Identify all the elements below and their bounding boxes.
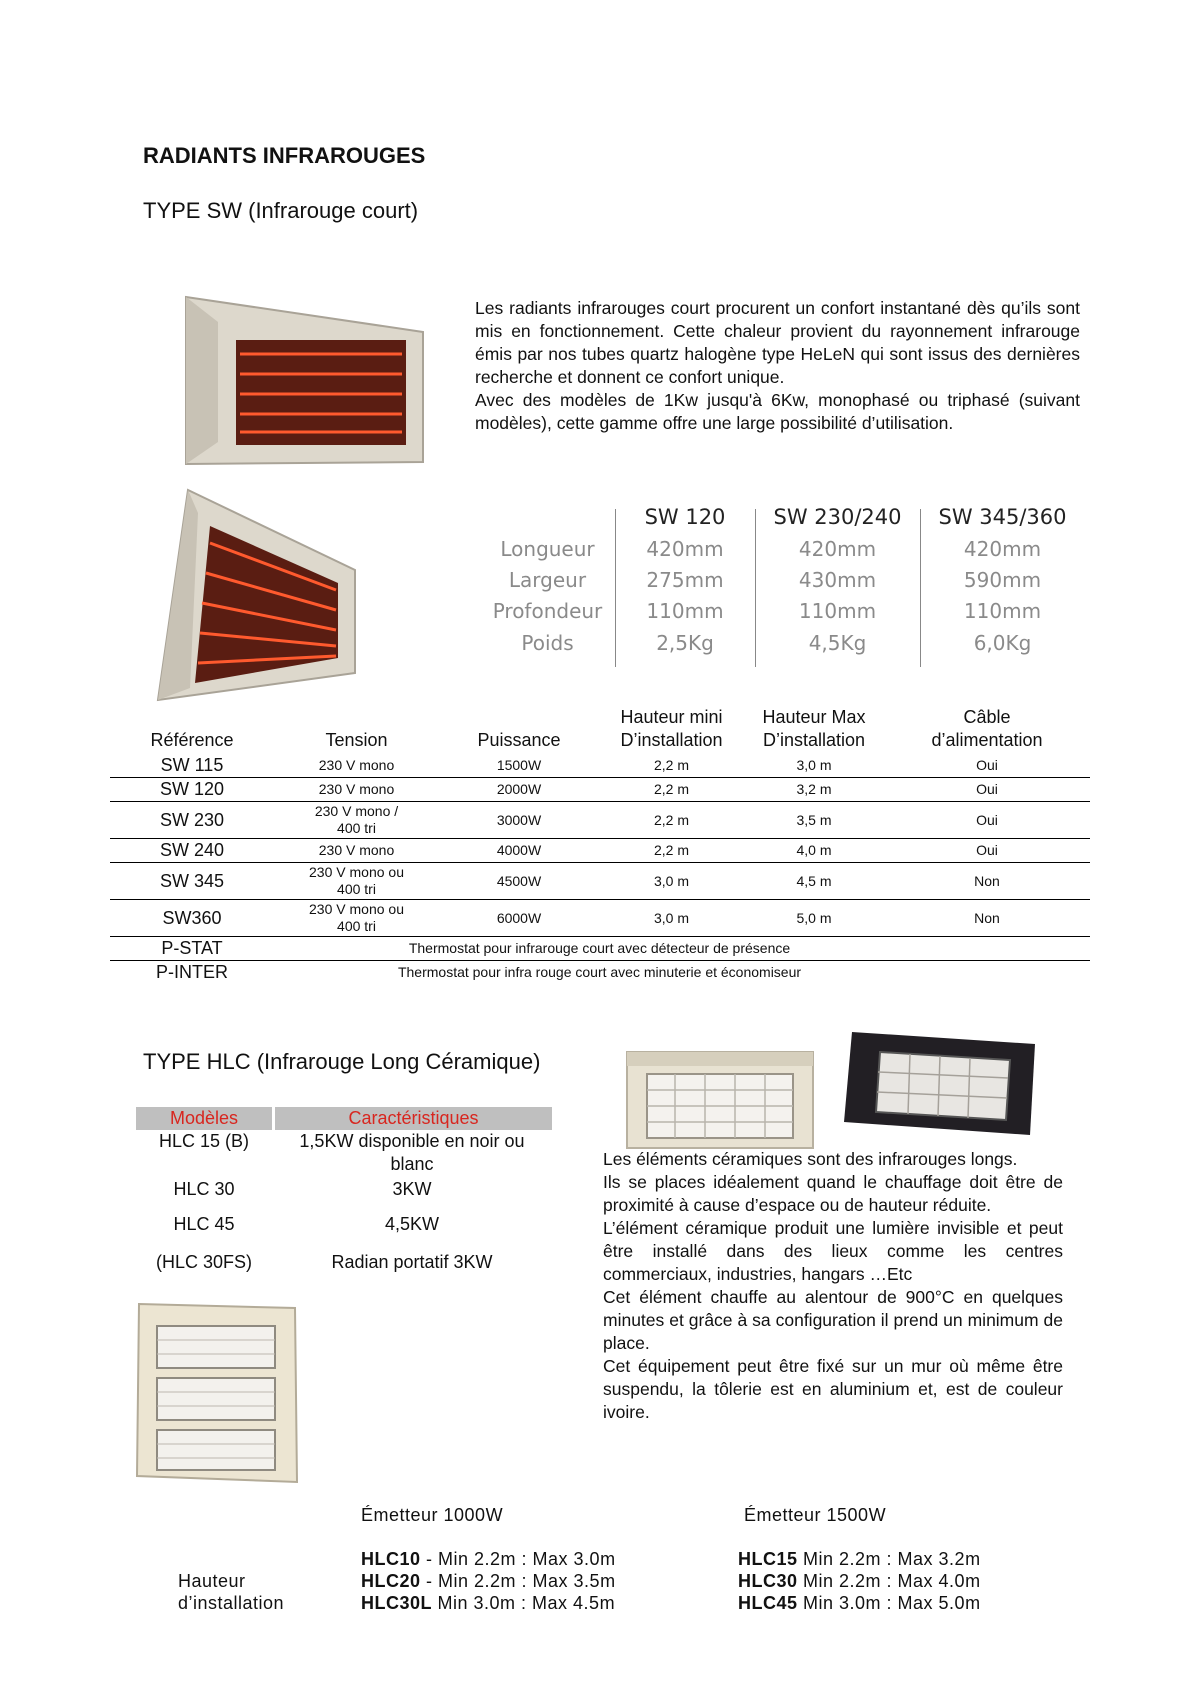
- max-cell: 4,0 m: [744, 839, 884, 863]
- mini-cell: 2,2 m: [599, 778, 744, 802]
- dim-cell: 4,5Kg: [808, 631, 867, 655]
- cable-cell: Non: [884, 900, 1090, 937]
- ref-cell: SW 345: [110, 863, 274, 900]
- hlc-models-table: [136, 1107, 552, 1274]
- table-row: [136, 1251, 552, 1274]
- hlc-triple-heater-image: [135, 1300, 305, 1490]
- puissance-cell: 2000W: [439, 778, 599, 802]
- table-row: [136, 1178, 552, 1213]
- height-range: Min 2.2m : Max 4.0m: [797, 1571, 981, 1591]
- height-range: - Min 2.2m : Max 3.0m: [420, 1549, 616, 1569]
- dim-row: [485, 599, 1085, 630]
- tension-cell: 230 V mono: [274, 778, 439, 802]
- dim-cell: 275mm: [646, 568, 724, 592]
- model-code: HLC10: [361, 1549, 421, 1569]
- list-item: [361, 1592, 616, 1614]
- col-header-caracteristiques: Caractéristiques: [272, 1107, 552, 1130]
- install-height-label: [178, 1570, 284, 1614]
- hlc-description-paragraph: L’élément céramique produit une lumière invisible et peut être installé dans des lieux comme les centres commerciaux, industries, hangars …Etc: [603, 1218, 1063, 1284]
- dim-row: [485, 631, 1085, 662]
- dim-cell: 110mm: [646, 599, 724, 623]
- list-item: [738, 1570, 981, 1592]
- dim-label: Largeur: [508, 568, 587, 592]
- cable-cell: Oui: [884, 839, 1090, 863]
- height-range: Min 3.0m : Max 4.5m: [432, 1593, 616, 1613]
- model-code: HLC20: [361, 1571, 421, 1591]
- puissance-cell: 3000W: [439, 802, 599, 839]
- dim-header: SW 230/240: [773, 505, 902, 529]
- spec-cell: 4,5KW: [384, 1214, 440, 1234]
- model-code: HLC15: [738, 1549, 798, 1569]
- table-row: [110, 900, 1090, 937]
- reference-header-row: [110, 706, 1090, 754]
- cable-cell: Oui: [884, 802, 1090, 839]
- dim-label: Poids: [521, 631, 574, 655]
- dim-cell: 420mm: [963, 537, 1042, 561]
- hlc-description-paragraph: Ils se places idéalement quand le chauffage doit être de proximité à cause d’espace ou de hauteur réduite.: [603, 1172, 1063, 1215]
- max-cell: 3,0 m: [744, 754, 884, 778]
- col-header-reference: Référence: [150, 730, 234, 750]
- model-cell: HLC 30: [173, 1179, 235, 1199]
- cable-cell: Non: [884, 863, 1090, 900]
- col-header-hauteur-max: Hauteur Max D’installation: [762, 707, 866, 750]
- emitter-1500w-title: Émetteur 1500W: [744, 1505, 887, 1525]
- table-row: [110, 863, 1090, 900]
- tension-cell: 230 V mono / 400 tri: [274, 802, 439, 839]
- max-cell: 5,0 m: [744, 900, 884, 937]
- emitter-1500w-list: [738, 1548, 981, 1614]
- dim-cell: 430mm: [798, 568, 877, 592]
- dim-header: SW 345/360: [938, 505, 1067, 529]
- dim-label: Profondeur: [492, 599, 603, 623]
- table-row: [110, 778, 1090, 802]
- model-code: HLC30: [738, 1571, 798, 1591]
- sw-description-paragraph: Les radiants infrarouges court procurent un confort instantané dès qu’ils sont mis en fonctionnement. Cette chaleur provient du rayonnement infrarouge émis par nos tubes quartz halogène type HeLeN qui sont issus des dernières recherche et donnent ce confort unique.: [475, 298, 1080, 387]
- list-item: [738, 1592, 981, 1614]
- hlc-description-paragraph: Cet élément chauffe au alentour de 900°C en quelques minutes et grâce à sa configuration il prend un minimum de place.: [603, 1287, 1063, 1353]
- mini-cell: 3,0 m: [599, 900, 744, 937]
- model-cell: (HLC 30FS): [155, 1252, 253, 1272]
- sw-heater-image-2: [150, 488, 360, 703]
- spec-cell: Radian portatif 3KW: [331, 1252, 493, 1272]
- max-cell: 4,5 m: [744, 863, 884, 900]
- accessory-desc-cell: Thermostat pour infra rouge court avec minuterie et économiseur: [397, 964, 802, 980]
- page-title: RADIANTS INFRAROUGES: [143, 143, 426, 168]
- emitter-1000w-title: Émetteur 1000W: [361, 1505, 504, 1525]
- list-item: [738, 1548, 981, 1570]
- dim-header: SW 120: [644, 505, 726, 529]
- ref-cell: SW 240: [110, 839, 274, 863]
- mini-cell: 2,2 m: [599, 839, 744, 863]
- table-row: [136, 1213, 552, 1251]
- spec-cell: 1,5KW disponible en noir ou blanc: [299, 1131, 525, 1174]
- table-row: [110, 961, 1090, 985]
- max-cell: 3,2 m: [744, 778, 884, 802]
- tension-cell: 230 V mono: [274, 839, 439, 863]
- col-header-cable: Câble d’alimentation: [931, 707, 1043, 750]
- puissance-cell: 4000W: [439, 839, 599, 863]
- ref-cell: SW 115: [110, 754, 274, 778]
- hlc-ivory-heater-image: [625, 1050, 815, 1150]
- col-header-puissance: Puissance: [477, 730, 561, 750]
- sw-heater-image-1: [178, 292, 428, 472]
- tension-cell: 230 V mono: [274, 754, 439, 778]
- mini-cell: 2,2 m: [599, 802, 744, 839]
- tension-cell: 230 V mono ou 400 tri: [274, 863, 439, 900]
- table-row: [110, 802, 1090, 839]
- table-row: [110, 839, 1090, 863]
- hlc-section-title: TYPE HLC (Infrarouge Long Céramique): [143, 1049, 541, 1074]
- hlc-description-paragraph: Les éléments céramiques sont des infrarouges longs.: [603, 1149, 1018, 1169]
- height-range: - Min 2.2m : Max 3.5m: [420, 1571, 616, 1591]
- height-range: Min 2.2m : Max 3.2m: [797, 1549, 981, 1569]
- ref-cell: P-STAT: [110, 937, 274, 961]
- model-code: HLC30L: [361, 1593, 433, 1613]
- table-row: [136, 1130, 552, 1178]
- emitter-1000w-list: [361, 1548, 616, 1614]
- ref-cell: P-INTER: [156, 962, 228, 982]
- ref-cell: SW360: [110, 900, 274, 937]
- puissance-cell: 4500W: [439, 863, 599, 900]
- dim-cell: 420mm: [798, 537, 877, 561]
- hlc-table-header: [136, 1107, 552, 1130]
- dim-cell: 110mm: [963, 599, 1042, 623]
- list-item: [361, 1570, 616, 1592]
- dim-row: [485, 568, 1085, 599]
- col-header-hauteur-mini: Hauteur mini D’installation: [620, 707, 723, 750]
- dim-label: Longueur: [500, 537, 595, 561]
- sw-description: [475, 297, 1080, 435]
- hlc-description: [603, 1148, 1063, 1424]
- sw-reference-table: [110, 706, 1090, 984]
- install-height-label-line: Hauteur: [178, 1571, 246, 1591]
- sw-description-paragraph: Avec des modèles de 1Kw jusqu'à 6Kw, monophasé ou triphasé (suivant modèles), cette gamme offre une large possibilité d’utilisation.: [475, 390, 1080, 433]
- dim-cell: 420mm: [646, 537, 724, 561]
- hlc-black-heater-image: [840, 1030, 1040, 1140]
- puissance-cell: 6000W: [439, 900, 599, 937]
- tension-cell: 230 V mono ou 400 tri: [274, 900, 439, 937]
- hlc-description-paragraph: Cet équipement peut être fixé sur un mur où même être suspendu, la tôlerie est en aluminium et, est de couleur ivoire.: [603, 1356, 1063, 1422]
- dim-cell: 6,0Kg: [973, 631, 1032, 655]
- ref-cell: SW 120: [110, 778, 274, 802]
- col-header-modeles: Modèles: [136, 1107, 272, 1130]
- max-cell: 3,5 m: [744, 802, 884, 839]
- ref-cell: SW 230: [110, 802, 274, 839]
- list-item: [361, 1548, 616, 1570]
- puissance-cell: 1500W: [439, 754, 599, 778]
- mini-cell: 2,2 m: [599, 754, 744, 778]
- sw-section-title: TYPE SW (Infrarouge court): [143, 198, 419, 223]
- dim-cell: 110mm: [798, 599, 877, 623]
- model-cell: HLC 45: [173, 1214, 235, 1234]
- accessory-desc-cell: Thermostat pour infrarouge court avec détecteur de présence: [274, 937, 1090, 961]
- cable-cell: Oui: [884, 778, 1090, 802]
- dim-cell: 2,5Kg: [656, 631, 714, 655]
- height-range: Min 3.0m : Max 5.0m: [797, 1593, 981, 1613]
- install-height-label-line: d’installation: [178, 1593, 285, 1613]
- model-cell: HLC 15 (B): [158, 1131, 250, 1151]
- table-row: [110, 754, 1090, 778]
- dim-row: [485, 537, 1085, 568]
- cable-cell: Oui: [884, 754, 1090, 778]
- table-row: [110, 937, 1090, 961]
- sw-dimensions-table: [485, 505, 1085, 670]
- model-code: HLC45: [738, 1593, 798, 1613]
- col-header-tension: Tension: [325, 730, 388, 750]
- mini-cell: 3,0 m: [599, 863, 744, 900]
- dim-cell: 590mm: [963, 568, 1042, 592]
- spec-cell: 3KW: [392, 1179, 432, 1199]
